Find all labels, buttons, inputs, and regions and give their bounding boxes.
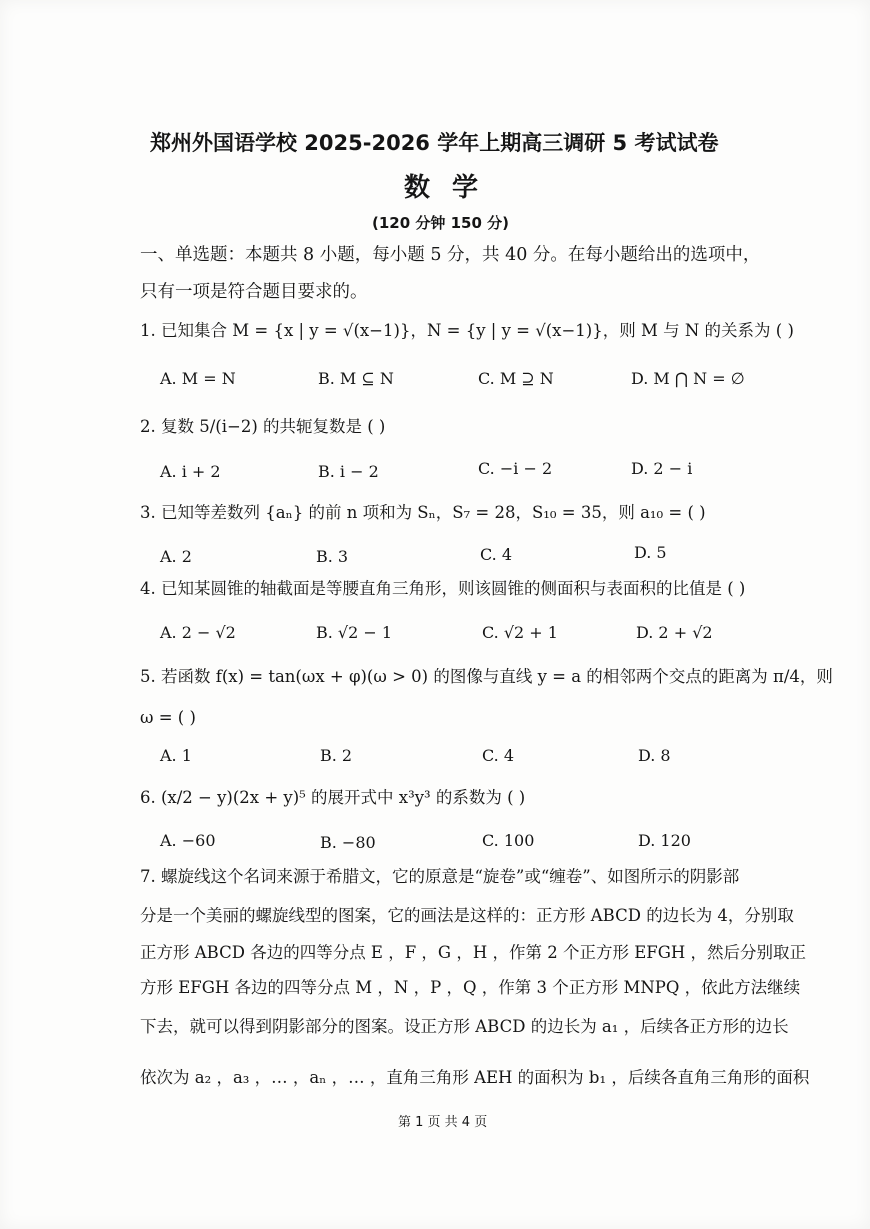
- question-7-line-3: 正方形 ABCD 各边的四等分点 E ，F ，G ，H ，作第 2 个正方形 EFGH ，然后分别取正: [140, 943, 807, 962]
- q6-option-b: B. −80: [320, 833, 376, 852]
- question-7-line-5: 下去，就可以得到阴影部分的图案。设正方形 ABCD 的边长为 a₁ ，后续各正方形的边长: [140, 1017, 789, 1036]
- section-heading-cont: 只有一项是符合题目要求的。: [140, 282, 368, 302]
- q2-option-d: D. 2 − i: [631, 459, 693, 478]
- question-5-cont: ω = ( ): [140, 708, 196, 727]
- q6-option-d: D. 120: [638, 831, 691, 850]
- question-7-line-2: 分是一个美丽的螺旋线型的图案，它的画法是这样的：正方形 ABCD 的边长为 4，分别取: [140, 906, 794, 925]
- question-5: 5. 若函数 f(x) = tan(ωx + φ)(ω > 0) 的图像与直线 y = a 的相邻两个交点的距离为 π/4，则: [140, 667, 833, 686]
- q4-option-d: D. 2 + √2: [636, 623, 713, 642]
- question-7-line-4: 方形 EFGH 各边的四等分点 M ，N ，P ，Q ，作第 3 个正方形 MNPQ ，依此方法继续: [140, 978, 801, 997]
- q5-option-d: D. 8: [638, 746, 671, 765]
- question-2: 2. 复数 5/(i−2) 的共轭复数是 ( ): [140, 417, 386, 436]
- q3-option-b: B. 3: [316, 547, 349, 566]
- q5-option-b: B. 2: [320, 746, 353, 765]
- q4-option-a: A. 2 − √2: [160, 623, 236, 642]
- q1-option-c: C. M ⊇ N: [478, 369, 554, 388]
- question-7-line-1: 7. 螺旋线这个名词来源于希腊文，它的原意是“旋卷”或“缠卷”、如图所示的阴影部: [140, 867, 740, 886]
- q1-option-d: D. M ⋂ N = ∅: [631, 369, 745, 388]
- q1-option-b: B. M ⊆ N: [318, 369, 394, 388]
- q1-option-a: A. M = N: [160, 369, 236, 388]
- q4-option-b: B. √2 − 1: [316, 623, 393, 642]
- q5-option-a: A. 1: [160, 746, 192, 765]
- q3-option-d: D. 5: [634, 543, 667, 562]
- exam-title: 郑州外国语学校 2025-2026 学年上期高三调研 5 考试试卷: [150, 131, 719, 155]
- page-footer: 第 1 页 共 4 页: [398, 1115, 488, 1130]
- q4-option-c: C. √2 + 1: [482, 623, 558, 642]
- q2-option-a: A. i + 2: [160, 462, 221, 481]
- question-1: 1. 已知集合 M = {x | y = √(x−1)}，N = {y | y = √(x−1)}，则 M 与 N 的关系为 ( ): [140, 321, 794, 340]
- question-7-line-6: 依次为 a₂ ，a₃ ，… ，aₙ ，… ，直角三角形 AEH 的面积为 b₁ ，后续各直角三角形的面积: [140, 1068, 810, 1087]
- q2-option-b: B. i − 2: [318, 462, 379, 481]
- q3-option-a: A. 2: [160, 547, 192, 566]
- q6-option-c: C. 100: [482, 831, 535, 850]
- section-heading: 一、单选题：本题共 8 小题，每小题 5 分，共 40 分。在每小题给出的选项中，: [140, 245, 761, 265]
- q3-option-c: C. 4: [480, 545, 513, 564]
- question-6: 6. (x/2 − y)(2x + y)⁵ 的展开式中 x³y³ 的系数为 ( ): [140, 788, 526, 807]
- question-3: 3. 已知等差数列 {aₙ} 的前 n 项和为 Sₙ，S₇ = 28，S₁₀ = 35，则 a₁₀ = ( ): [140, 503, 706, 522]
- exam-meta: (120 分钟 150 分): [372, 214, 509, 232]
- q5-option-c: C. 4: [482, 746, 515, 765]
- question-4: 4. 已知某圆锥的轴截面是等腰直角三角形，则该圆锥的侧面积与表面积的比值是 ( ): [140, 579, 746, 598]
- q2-option-c: C. −i − 2: [478, 459, 553, 478]
- subject-title: 数学: [404, 173, 501, 203]
- q6-option-a: A. −60: [160, 831, 216, 850]
